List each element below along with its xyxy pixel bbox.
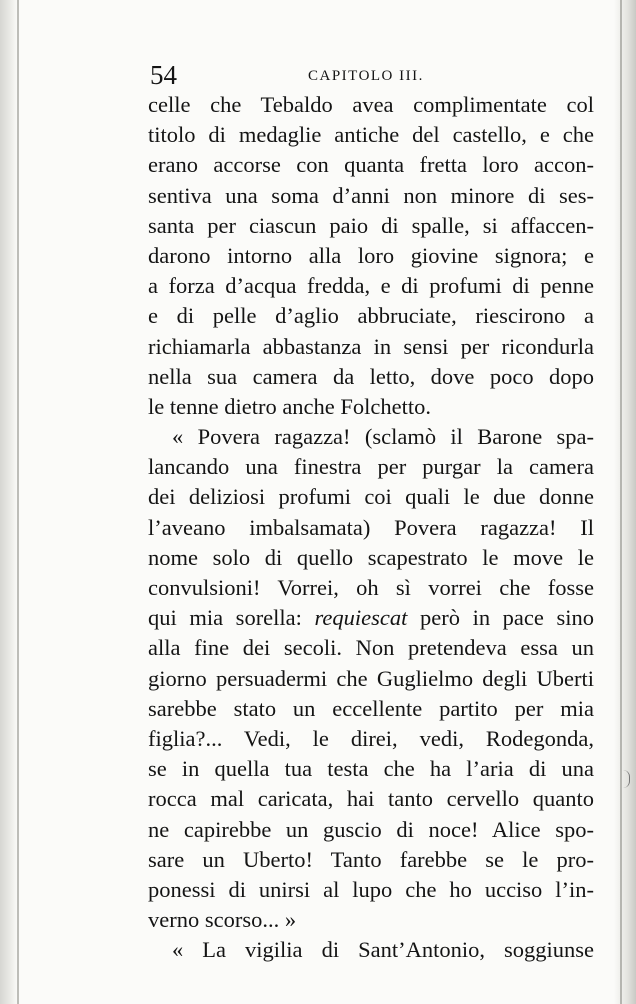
page-header: [150, 60, 596, 90]
text-line: « Povera ragazza! (sclamò il Barone spa-: [172, 424, 594, 450]
italic-word: requiescat: [314, 605, 408, 631]
text-line: « La vigilia di Sant’Antonio, soggiunse: [172, 937, 594, 963]
text-line: rocca mal caricata, hai tanto cervello quanto: [148, 786, 594, 812]
text-line: sentiva una soma d’anni non minore di ses-: [148, 182, 594, 208]
text-line: titolo di medaglie antiche del castello, e che: [148, 122, 594, 148]
text-line: se in quella tua testa che ha l’aria di una: [148, 756, 594, 782]
text-line: richiamarla abbastanza in sensi per ricondurla: [148, 333, 594, 359]
page-number: 54: [150, 60, 177, 90]
text-line: figlia?... Vedi, le direi, vedi, Rodegonda,: [148, 725, 594, 751]
text-line: le tenne dietro anche Folchetto.: [148, 393, 432, 419]
text-line: nome solo di quello scapestrato le move le: [148, 544, 594, 570]
body-text: [148, 90, 594, 965]
text-line: e di pelle d’aglio abbruciate, riescirono a: [148, 303, 594, 329]
text-line: ne capirebbe un guscio di noce! Alice spo-: [148, 816, 594, 842]
text-line: erano accorse con quanta fretta loro accon-: [148, 152, 594, 178]
text-line: verno scorso... »: [148, 907, 297, 933]
text-line: sarebbe stato un eccellente partito per mia: [148, 695, 594, 721]
page-edge-line: [620, 0, 622, 1004]
text-line: sare un Uberto! Tanto farebbe se le pro-: [148, 846, 594, 872]
text-line: convulsioni! Vorrei, oh sì vorrei che fosse: [148, 575, 594, 600]
text-line: nella sua camera da letto, dove poco dopo: [148, 363, 594, 389]
text-line: dei deliziosi profumi coi quali le due donne: [148, 484, 594, 510]
text-line: celle che Tebaldo avea complimentate col: [148, 92, 594, 117]
text-line: ponessi di unirsi al lupo che ho ucciso l’in-: [148, 876, 594, 902]
text-line: giorno persuadermi che Guglielmo degli Uberti: [148, 665, 594, 691]
text-line: qui mia sorella: requiescat però in pace sino: [148, 605, 594, 631]
page-gutter-shadow: [0, 0, 18, 1004]
text-line: santa per ciascun paio di spalle, si affaccen-: [148, 212, 594, 238]
text-line: lancando una finestra per purgar la camera: [148, 454, 594, 480]
text-line: l’aveano imbalsamata) Povera ragazza! Il: [148, 514, 594, 540]
running-head: CAPITOLO III.: [308, 68, 424, 84]
text-line: darono intorno alla loro giovine signora; e: [148, 242, 594, 268]
text-line: a forza d’acqua fredda, e di profumi di penne: [148, 273, 594, 299]
binding-edge-line: [17, 0, 19, 1004]
text-line: alla fine dei secoli. Non pretendeva essa un: [148, 635, 594, 661]
page-edge-shadow: [614, 0, 636, 1004]
